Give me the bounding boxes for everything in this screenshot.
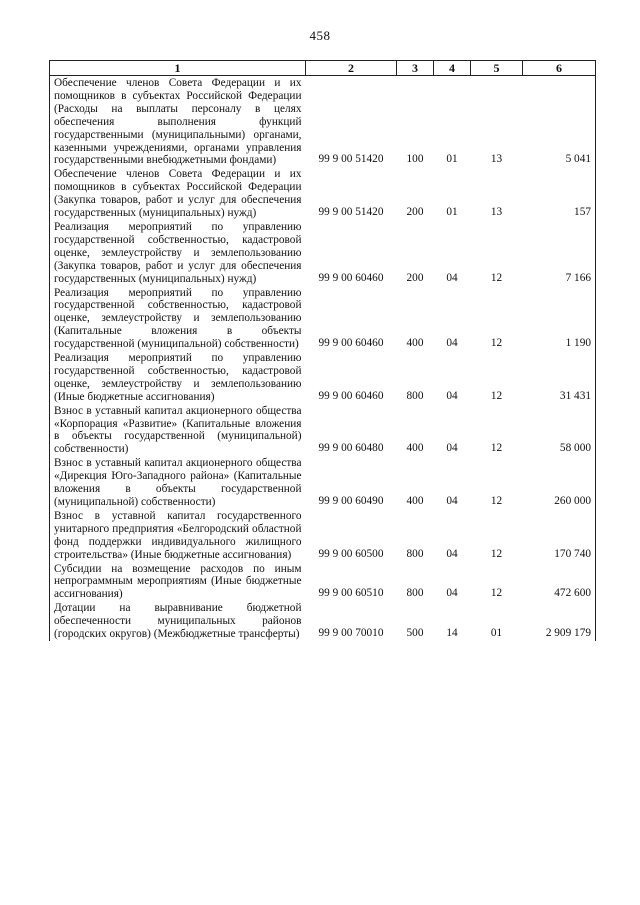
row-code: 99 9 00 51420 <box>318 153 384 166</box>
budget-table <box>49 60 596 641</box>
column-header-3: 3 <box>397 61 434 76</box>
row-code: 99 9 00 60510 <box>318 587 384 600</box>
row-col3: 100 <box>406 153 424 166</box>
column-header-4: 4 <box>434 61 471 76</box>
row-col3: 800 <box>406 587 424 600</box>
row-amount: 58 000 <box>523 404 596 457</box>
row-amount: 5 041 <box>523 76 596 168</box>
row-col4: 04 <box>446 547 458 560</box>
row-description: Обеспечение членов Совета Федерации и их помощников в субъектах Российской Федерации (Расходы на выплаты персоналу в целях обеспечения выполнения функций государственными (муниципальными) органами, казенными учреждениями, органами управления государственными внебюджетными фондами) <box>50 76 306 168</box>
table-row <box>50 456 596 509</box>
row-description: Обеспечение членов Совета Федерации и их помощников в субъектах Российской Федерации (Закупка товаров, работ и услуг для обеспечения государственных (муниципальных) нужд) <box>50 167 306 220</box>
table-row <box>50 76 596 168</box>
row-amount: 260 000 <box>523 456 596 509</box>
column-header-2: 2 <box>306 61 397 76</box>
row-col4: 01 <box>446 153 458 166</box>
table-row <box>50 220 596 286</box>
table-row <box>50 286 596 352</box>
table-row <box>50 562 596 602</box>
row-description: Дотации на выравнивание бюджетной обеспеченности муниципальных районов (городских округов) (Межбюджетные трансферты) <box>50 601 306 641</box>
row-col4: 01 <box>446 206 458 219</box>
row-col3: 800 <box>406 547 424 560</box>
row-code: 99 9 00 51420 <box>318 206 384 219</box>
row-col5: 12 <box>490 547 503 560</box>
row-col5: 12 <box>490 495 503 507</box>
table-header-row <box>50 61 596 76</box>
row-col4: 04 <box>446 389 458 402</box>
row-col5: 12 <box>490 271 503 284</box>
row-col3: 400 <box>406 495 424 507</box>
column-header-6: 6 <box>523 61 596 76</box>
row-col4: 04 <box>446 587 458 600</box>
row-amount: 170 740 <box>523 509 596 562</box>
row-amount: 2 909 179 <box>523 601 596 641</box>
row-amount: 157 <box>523 167 596 220</box>
row-amount: 1 190 <box>523 286 596 352</box>
row-col4: 04 <box>446 337 458 350</box>
row-description: Реализация мероприятий по управлению государственной собственностью, кадастровой оценке, землеустройству и землепользованию (Иные бюджетные ассигнования) <box>50 351 306 404</box>
table-row <box>50 351 596 404</box>
row-col4: 04 <box>446 271 458 284</box>
row-col3: 200 <box>406 206 424 219</box>
row-description: Субсидии на возмещение расходов по иным непрограммным мероприятиям (Иные бюджетные ассигнования) <box>50 562 306 602</box>
row-description: Взнос в уставной капитал государственного унитарного предприятия «Белгородский областной фонд поддержки индивидуального жилищного строительства» (Иные бюджетные ассигнования) <box>50 509 306 562</box>
row-description: Реализация мероприятий по управлению государственной собственностью, кадастровой оценке, землеустройству и землепользованию (Закупка товаров, работ и услуг для обеспечения государственных (муниципальных) нужд) <box>50 220 306 286</box>
row-code: 99 9 00 70010 <box>318 627 384 640</box>
row-col3: 200 <box>406 271 424 284</box>
table-row <box>50 404 596 457</box>
column-header-1: 1 <box>50 61 306 76</box>
row-col3: 800 <box>406 389 424 402</box>
row-col5: 12 <box>490 587 503 600</box>
row-col5: 12 <box>490 389 503 402</box>
row-col3: 500 <box>406 627 424 640</box>
row-col4: 14 <box>446 627 458 640</box>
row-col5: 12 <box>490 337 503 350</box>
row-col3: 400 <box>406 442 424 455</box>
table-row <box>50 601 596 641</box>
row-code: 99 9 00 60460 <box>318 271 384 284</box>
row-col5: 13 <box>490 153 503 166</box>
row-amount: 7 166 <box>523 220 596 286</box>
row-description: Взнос в уставный капитал акционерного общества «Корпорация «Развитие» (Капитальные вложения в объекты государственной (муниципальной) собственности) <box>50 404 306 457</box>
row-col4: 04 <box>446 442 458 455</box>
row-col5: 13 <box>490 206 503 219</box>
table-row <box>50 167 596 220</box>
row-col4: 04 <box>446 495 458 507</box>
row-code: 99 9 00 60460 <box>318 389 384 402</box>
row-description: Реализация мероприятий по управлению государственной собственностью, кадастровой оценке, землеустройству и землепользованию (Капитальные вложения в объекты государственной (муниципальной) собственности) <box>50 286 306 352</box>
table-row <box>50 509 596 562</box>
row-col3: 400 <box>406 337 424 350</box>
row-description: Взнос в уставный капитал акционерного общества «Дирекция Юго-Западного района» (Капитальные вложения в объекты государственной (муниципальной) собственности) <box>50 456 306 509</box>
row-col5: 01 <box>490 627 503 640</box>
row-code: 99 9 00 60490 <box>318 495 384 507</box>
row-amount: 472 600 <box>523 562 596 602</box>
row-code: 99 9 00 60460 <box>318 337 384 350</box>
page-number: 458 <box>309 28 331 43</box>
row-code: 99 9 00 60500 <box>318 547 384 560</box>
column-header-5: 5 <box>471 61 523 76</box>
row-amount: 31 431 <box>523 351 596 404</box>
row-col5: 12 <box>490 442 503 455</box>
row-code: 99 9 00 60480 <box>318 442 384 455</box>
